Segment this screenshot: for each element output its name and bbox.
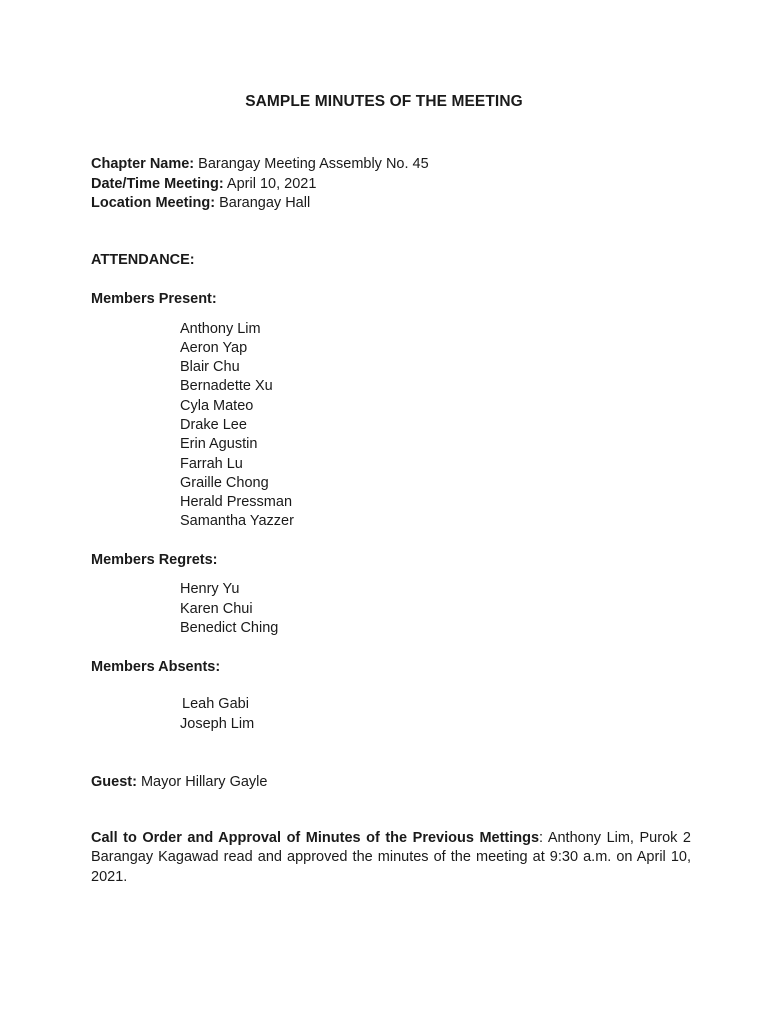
list-item: Benedict Ching bbox=[180, 620, 279, 636]
list-item: Drake Lee bbox=[180, 417, 247, 433]
location-value: Barangay Hall bbox=[219, 195, 311, 211]
members-absents-heading: Members Absents: bbox=[91, 659, 221, 675]
list-item: Graille Chong bbox=[180, 475, 269, 491]
members-regrets-heading: Members Regrets: bbox=[91, 552, 218, 568]
call-to-order-paragraph bbox=[91, 829, 691, 887]
document-title: SAMPLE MINUTES OF THE MEETING bbox=[245, 93, 523, 110]
list-item: Blair Chu bbox=[180, 359, 240, 375]
list-item: Karen Chui bbox=[180, 601, 253, 617]
guest-line bbox=[91, 773, 267, 792]
call-to-order-text: : Anthony Lim, Purok 2 Barangay Kagawad read and approved the minutes of the meeting at 9:30 a.m. on April 10, 2021. bbox=[91, 830, 691, 885]
guest-label: Guest: bbox=[91, 774, 137, 790]
chapter-name-line bbox=[91, 155, 429, 174]
location-line bbox=[91, 194, 310, 213]
date-time-label: Date/Time Meeting: bbox=[91, 176, 224, 192]
attendance-heading: ATTENDANCE: bbox=[91, 252, 195, 268]
list-item: Cyla Mateo bbox=[180, 398, 254, 414]
guest-value: Mayor Hillary Gayle bbox=[140, 774, 268, 790]
list-item: Anthony Lim bbox=[180, 321, 261, 337]
date-time-line bbox=[91, 175, 316, 194]
location-label: Location Meeting: bbox=[91, 195, 216, 211]
date-time-value: April 10, 2021 bbox=[226, 176, 317, 192]
list-item: Erin Agustin bbox=[180, 436, 258, 452]
call-to-order-label: Call to Order and Approval of Minutes of the Previous Mettings bbox=[91, 830, 540, 846]
list-item: Herald Pressman bbox=[180, 494, 293, 510]
list-item: Leah Gabi bbox=[182, 696, 249, 712]
list-item: Samantha Yazzer bbox=[180, 513, 294, 529]
chapter-name-label: Chapter Name: bbox=[91, 156, 195, 172]
list-item: Bernadette Xu bbox=[180, 378, 273, 394]
members-present-heading: Members Present: bbox=[91, 291, 217, 307]
list-item: Henry Yu bbox=[180, 581, 240, 597]
list-item: Farrah Lu bbox=[180, 456, 243, 472]
list-item: Aeron Yap bbox=[180, 340, 248, 356]
chapter-name-value: Barangay Meeting Assembly No. 45 bbox=[198, 156, 429, 172]
list-item: Joseph Lim bbox=[180, 716, 255, 732]
